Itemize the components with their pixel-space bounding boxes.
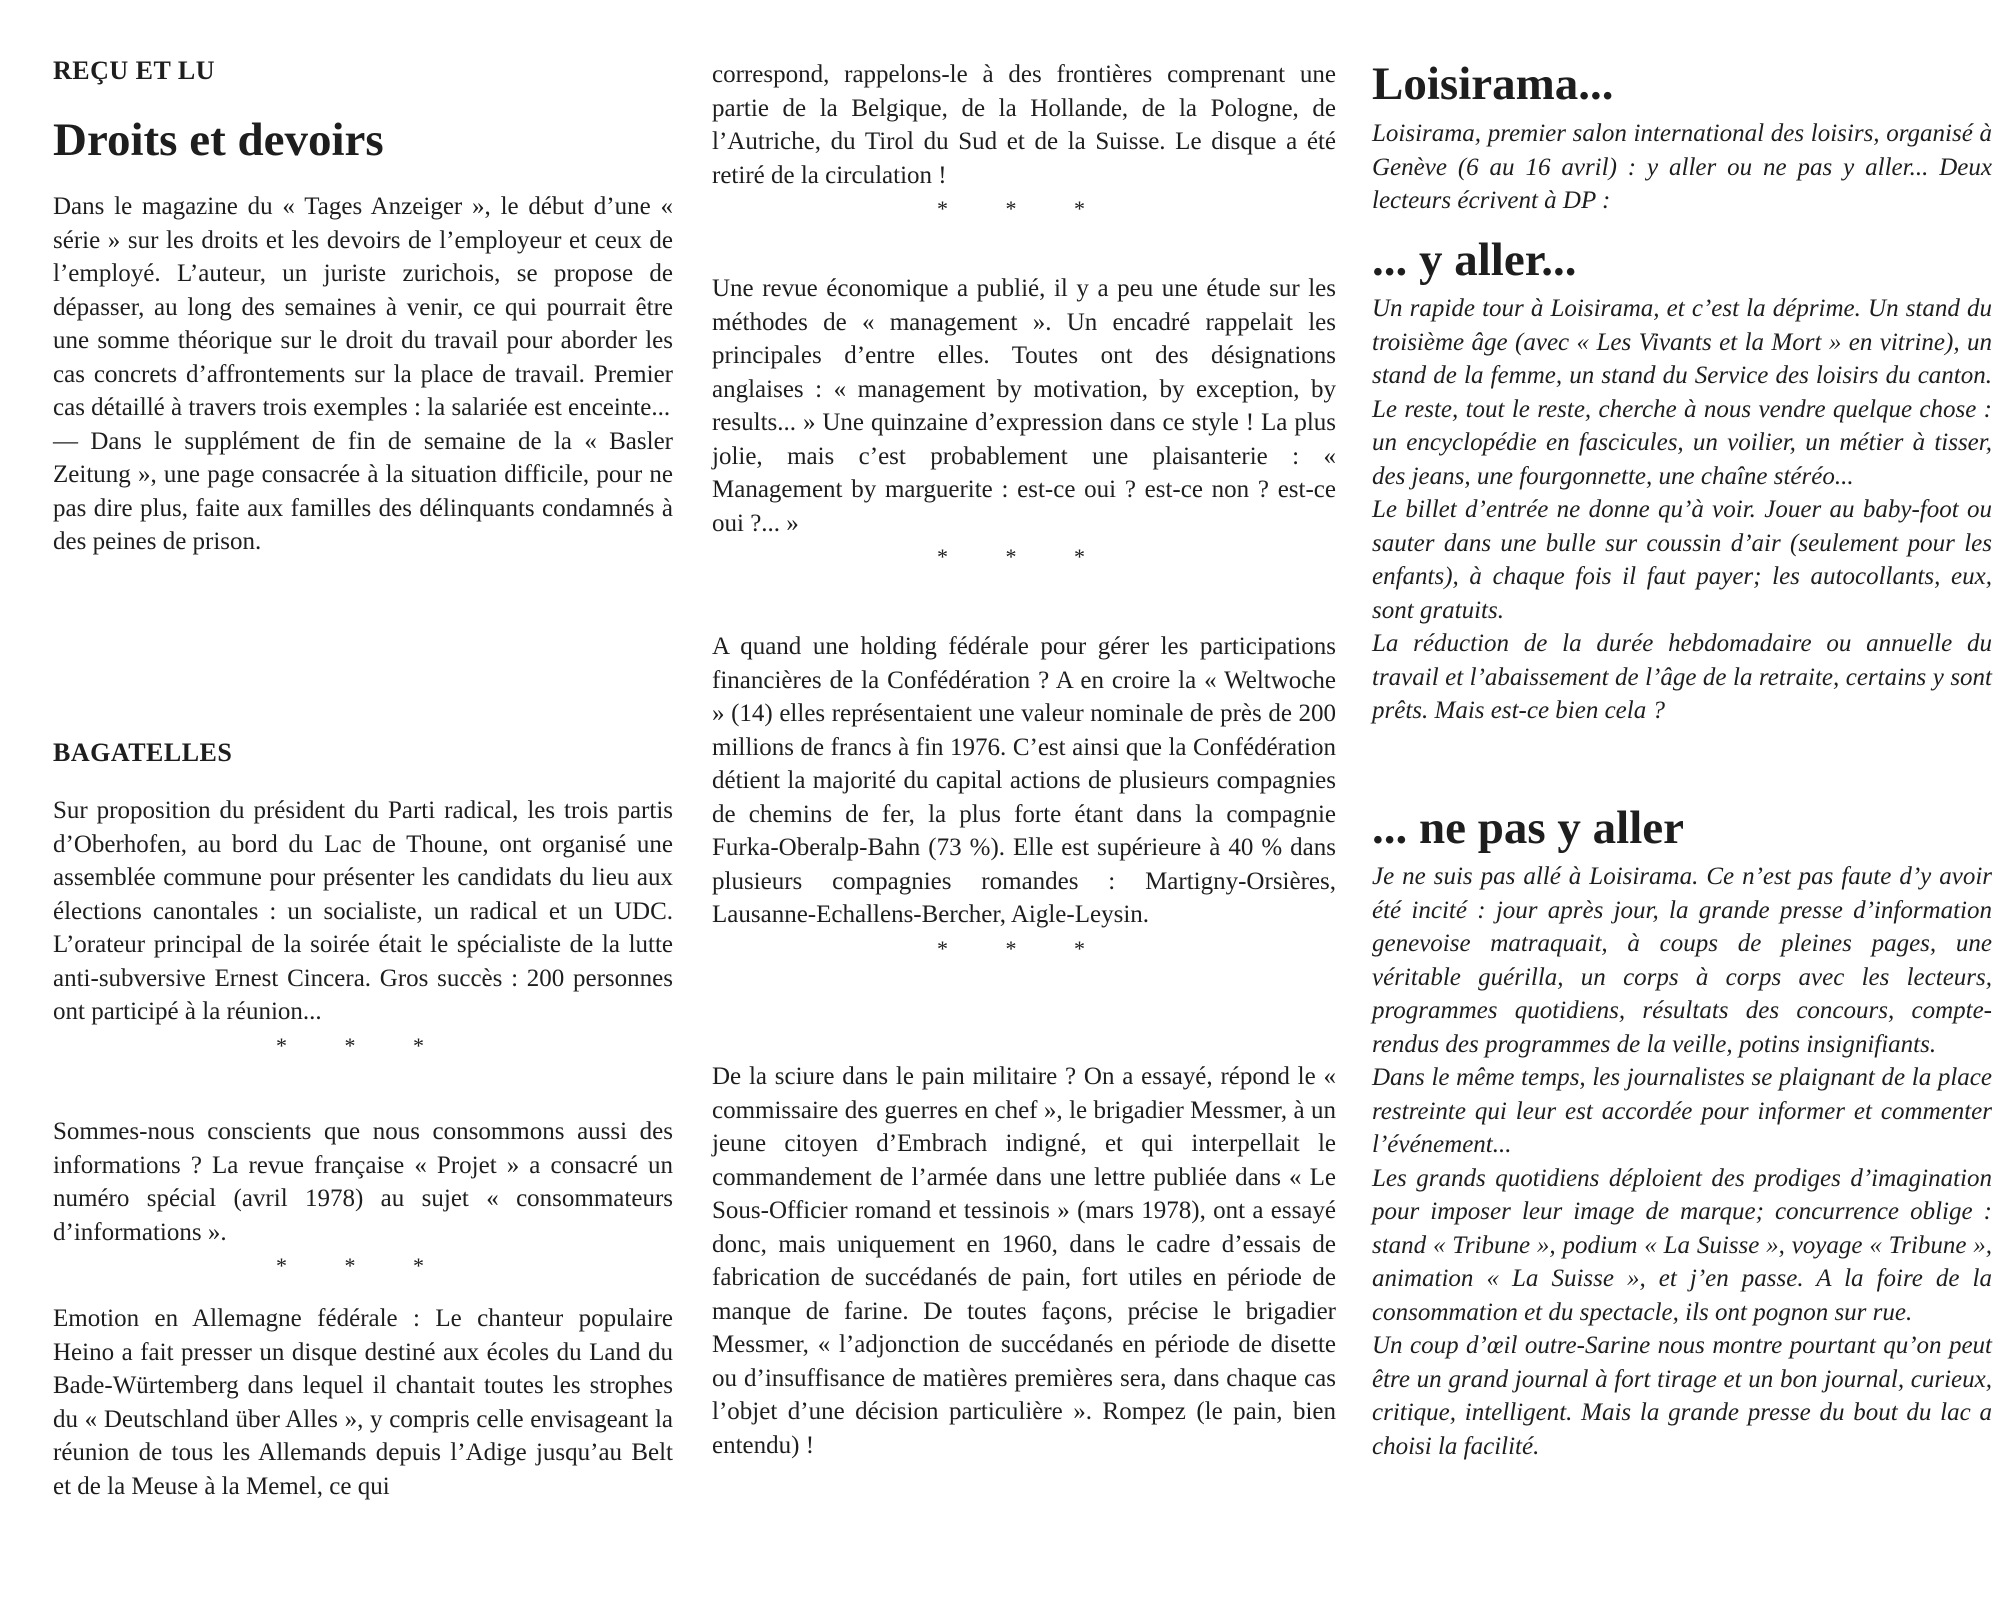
article-paragraph: — Dans le supplément de fin de semaine de la « Basler Zeitung », une page consacrée à la situation difficile, pour ne pas dire plus, faite aux familles des délinquants condamnés à des peines de prison. — [53, 427, 673, 555]
article-paragraph: A quand une holding fédérale pour gérer les participations financières de la Confédération ? A en croire la « Weltwoche » (14) elles représentaient une valeur nominale de près de 200 millions de francs à fin 1976. C’est ainsi que la Confédération détient la majorité du capital actions de plusieurs compagnies de chemins de fer, la plus forte étant dans la compagnie Furka-Oberalp-Bahn (73 %). Elle est supérieure à 40 % dans plusieurs compagnies romandes : Martigny-Orsières, Lausanne-Echallens-Bercher, Aigle-Leysin. — [712, 633, 1336, 928]
article-intro: Loisirama, premier salon international des loisirs, organisé à Genève (6 au 16 avril) : y aller ou ne pas y aller... Deux lecteurs écrivent à DP : — [1372, 120, 1992, 214]
article-paragraph: Le billet d’entrée ne donne qu’à voir. Jouer au baby-foot ou sauter dans une bulle sur coussin d’air (seulement pour les enfants), à chaque fois il faut payer; les autocollants, eux, sont gratuits. — [1372, 496, 1992, 624]
subheadline-y-aller: ... y aller... — [1372, 234, 1577, 286]
separator-stars: * * * — [276, 1032, 450, 1058]
separator-stars: * * * — [937, 935, 1111, 961]
headline-droits-et-devoirs: Droits et devoirs — [53, 114, 384, 166]
article-paragraph: De la sciure dans le pain militaire ? On a essayé, répond le « commissaire des guerres en chef », le brigadier Messmer, à un jeune citoyen d’Embrach indigné, et qui interpellait le commandement de l’armée dans une lettre publiée dans « Le Sous-Officier romand et tessinois » (mars 1978), ont a essayé donc, mais uniquement en 1960, dans le cadre d’essais de fabrication de succédanés de pain, fort utiles en période de manque de farine. De toutes façons, précise le brigadier Messmer, « l’adjonction de succédanés en période de disette ou d’insuffisance de matières premières sera, dans chaque cas l’objet d’une décision particulière ». Rompez (le pain, bien entendu) ! — [712, 1063, 1336, 1459]
headline-loisirama: Loisirama... — [1372, 58, 1614, 110]
article-paragraph: Dans le magazine du « Tages Anzeiger », le début d’une « série » sur les droits et les devoirs de l’employeur et ceux de l’employé. L’auteur, un juriste zurichois, se propose de dépasser, au long des semaines à venir, ce qui pourrait être une somme théorique sur le droit du travail pour aborder les cas concrets d’affrontements sur la place de travail. Premier cas détaillé à travers trois exemples : la salariée est enceinte... — [53, 193, 673, 421]
article-paragraph: Un coup d’œil outre-Sarine nous montre pourtant qu’on peut être un grand journal à fort tirage et un bon journal, curieux, critique, intelligent. Mais la grande presse du bout du lac a choisi la facilité. — [1372, 1332, 1992, 1460]
article-paragraph: Sommes-nous conscients que nous consommons aussi des informations ? La revue française « Projet » a consacré un numéro spécial (avril 1978) au sujet « consommateurs d’informations ». — [53, 1118, 673, 1246]
section-kicker-recu-et-lu: REÇU ET LU — [53, 56, 216, 85]
article-paragraph: Dans le même temps, les journalistes se plaignant de la place restreinte qui leur est accordée pour informer et commenter l’événement... — [1372, 1064, 1992, 1158]
section-kicker-bagatelles: BAGATELLES — [53, 738, 233, 767]
article-paragraph: Sur proposition du président du Parti radical, les trois partis d’Oberhofen, au bord du Lac de Thoune, ont organisé une assemblée commune pour présenter les candidats du lieu aux élections canontales : un socialiste, un radical et un UDC. L’orateur principal de la soirée était le spécialiste de la lutte anti-subversive Ernest Cincera. Gros succès : 200 personnes ont participé à la réunion... — [53, 797, 673, 1025]
separator-stars: * * * — [937, 196, 1111, 221]
article-paragraph: Je ne suis pas allé à Loisirama. Ce n’est pas faute d’y avoir été incité : jour après jour, la grande presse d’information genevoise matraquait, à coups de pleines pages, une véritable guérilla, un corps à corps avec les lecteurs, programmes quotidiens, résultats des concours, compte-rendus des programmes de la veille, potins insignifiants. — [1372, 863, 1992, 1058]
article-paragraph: Un rapide tour à Loisirama, et c’est la déprime. Un stand du troisième âge (avec « Les Vivants et la Mort » en vitrine), un stand de la femme, un stand du Service des loisirs du canton. Le reste, tout le reste, cherche à nous vendre quelque chose : un encyclopédie en fascicules, un voilier, un métier à tisser, des jeans, une fourgonnette, une chaîne stéréo... — [1372, 295, 1992, 490]
separator-stars: * * * — [276, 1253, 450, 1278]
article-paragraph: Emotion en Allemagne fédérale : Le chanteur populaire Heino a fait presser un disque destiné aux écoles du Land du Bade-Würtemberg dans lequel il chantait toutes les strophes du « Deutschland über Alles », y compris celle envisageant la réunion de tous les Allemands depuis l’Adige jusqu’au Belt et de la Meuse à la Memel, ce qui — [53, 1305, 673, 1500]
article-paragraph: Une revue économique a publié, il y a peu une étude sur les méthodes de « management ». Un encadré rappelait les principales d’entre elles. Toutes ont des désignations anglaises : « management by motivation, by exception, by results... » Une quinzaine d’expression dans ce style ! La plus jolie, mais c’est probablement une plaisanterie : « Management by marguerite : est-ce oui ? est-ce non ? est-ce oui ?... » — [712, 275, 1336, 537]
separator-stars: * * * — [937, 544, 1111, 569]
article-paragraph: La réduction de la durée hebdomadaire ou annuelle du travail et l’abaissement de l’âge de la retraite, certains y sont prêts. Mais est-ce bien cela ? — [1372, 630, 1992, 724]
article-paragraph: correspond, rappelons-le à des frontières comprenant une partie de la Belgique, de la Hollande, de la Pologne, de l’Autriche, du Tirol du Sud et de la Suisse. Le disque a été retiré de la circulation ! — [712, 61, 1336, 189]
subheadline-ne-pas-y-aller: ... ne pas y aller — [1372, 802, 1685, 854]
article-paragraph: Les grands quotidiens déploient des prodiges d’imagination pour imposer leur image de marque; concurrence oblige : stand « Tribune », podium « La Suisse », voyage « Tribune », animation « La Suisse », et j’en passe. A la foire de la consommation et du spectacle, ils ont pognon sur rue. — [1372, 1164, 1992, 1326]
